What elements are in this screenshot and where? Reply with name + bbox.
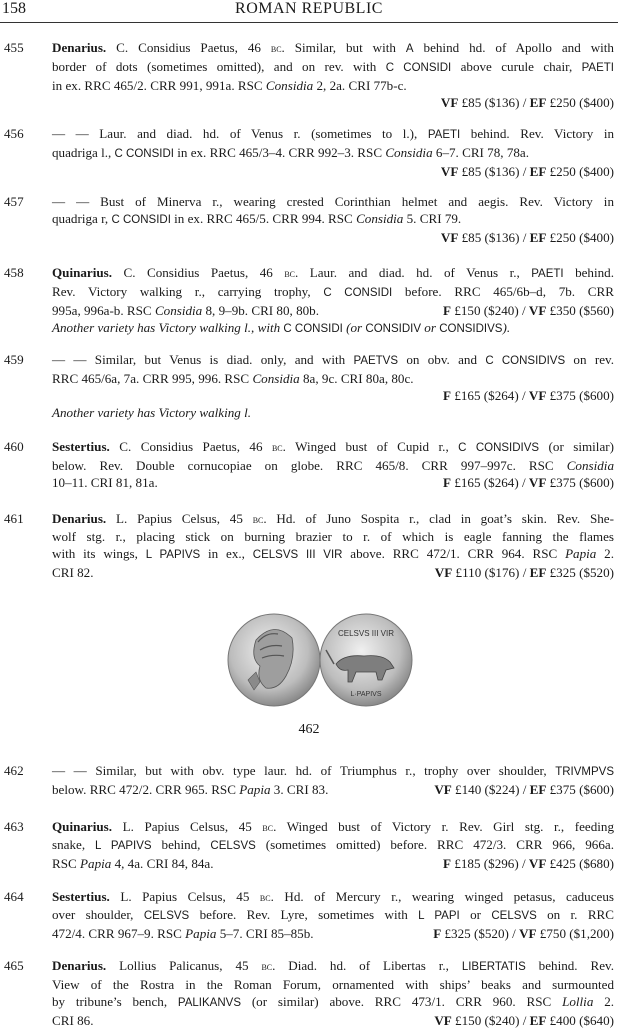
coin-illustration <box>226 610 414 710</box>
entry-text <box>52 193 614 246</box>
entry-text <box>52 438 614 491</box>
entry-text <box>52 125 614 180</box>
variety-note: Another variety has Victory walking l. <box>52 405 252 420</box>
entry-line: border of dots (sometimes omitted), and on rev. with C CONSIDI above curule chair, PAETI <box>52 59 614 74</box>
entry-line: with its wings, L PAPIVS in ex., CELSVS III VIR above. RRC 472/1. CRR 964. RSC Papia 2. <box>52 546 615 561</box>
entry-number: 458 <box>4 265 24 280</box>
running-header <box>0 0 618 22</box>
price-line: VF £85 ($136) / EF £250 ($400) <box>440 95 614 110</box>
entry-text <box>52 39 614 111</box>
entry-line: Denarius. C. Considius Paetus, 46 bc. Similar, but with A behind hd. of Apollo and with <box>52 40 614 55</box>
entry-line: 995a, 996a-b. RSC Considia 8, 9–9b. CRI 80, 80b. F £150 ($240) / VF £350 ($560) <box>52 303 614 318</box>
entry-line: snake, L PAPIVS behind, CELSVS (sometimes omitted) before. RRC 472/3. CRR 966, 966a. <box>52 837 614 852</box>
entry-line: — — Similar, but with obv. type laur. hd. of Triumphus r., trophy over shoulder, TRIVMPVS <box>52 763 614 778</box>
entry-number: 461 <box>4 511 24 526</box>
entry-number: 465 <box>4 958 24 973</box>
entry-line: below. RRC 472/2. CRR 965. RSC Papia 3. CRI 83. VF £140 ($224) / EF £375 ($600) <box>52 782 614 797</box>
entry-text <box>52 762 614 798</box>
price-line: VF £85 ($136) / EF £250 ($400) <box>440 164 614 179</box>
entry-number: 460 <box>4 439 24 454</box>
running-title: ROMAN REPUBLIC <box>235 0 383 17</box>
entry-text <box>52 818 614 872</box>
entry-number: 463 <box>4 819 24 834</box>
figure-caption: 462 <box>298 722 320 737</box>
entry-line: — — Bust of Minerva r., wearing crested Corinthian helmet and aegis. Rev. Victory in <box>52 194 614 209</box>
entry-line: quadriga r, C CONSIDI in ex. RRC 465/5. CRR 994. RSC Considia 5. CRI 79. <box>52 211 462 226</box>
entry-line: in ex. RRC 465/2. CRR 991, 991a. RSC Considia 2, 2a. CRI 77b-c. <box>52 78 407 93</box>
entry-line: quadriga l., C CONSIDI in ex. RRC 465/3–4. CRR 992–3. RSC Considia 6–7. CRI 78, 78a. <box>52 145 530 160</box>
entry-text <box>52 264 614 338</box>
entry-line: Sestertius. L. Papius Celsus, 45 bc. Hd. of Mercury r., wearing winged petasus, caduceus <box>52 889 614 904</box>
entry-line: Rev. Victory walking r., carrying trophy, C CONSIDI before. RRC 465/6b–d, 7b. CRR <box>52 284 614 299</box>
entry-line: View of the Rostra in the Roman Forum, ornamented with ships’ beaks and surmounted <box>52 977 614 992</box>
entry-number: 455 <box>4 40 24 55</box>
entry-text <box>52 351 614 421</box>
entry-line: 10–11. CRI 81, 81a. F £165 ($264) / VF £375 ($600) <box>52 475 614 490</box>
entry-number: 459 <box>4 352 24 367</box>
entry-line: — — Similar, but Venus is diad. only, and with PAETVS on obv. and C CONSIDIVS on rev. <box>52 352 614 367</box>
entry-line: Quinarius. C. Considius Paetus, 46 bc. Laur. and diad. hd. of Venus r., PAETI behind. <box>52 265 614 280</box>
page-number: 158 <box>2 0 26 17</box>
entry-number: 457 <box>4 194 24 209</box>
price-line: F £165 ($264) / VF £375 ($600) <box>443 388 614 403</box>
entry-line: CRI 82. VF £110 ($176) / EF £325 ($520) <box>52 565 614 580</box>
entry-line: Another variety has Victory walking l., with C CONSIDI (or CONSIDIV or CONSIDIVS). <box>52 320 511 335</box>
header-rule <box>0 22 618 23</box>
entry-line: wolf stg. r., placing stick on burning brazier to r. of which is eagle fanning the flames <box>52 529 614 544</box>
entry-line: Denarius. L. Papius Celsus, 45 bc. Hd. of Juno Sospita r., clad in goat’s skin. Rev. She- <box>52 511 614 526</box>
entry-line: 472/4. CRR 967–9. RSC Papia 5–7. CRI 85–85b. F £325 ($520) / VF £750 ($1,200) <box>52 926 614 941</box>
entry-text <box>52 510 614 581</box>
entry-line: RRC 465/6a, 7a. CRR 995, 996. RSC Considia 8a, 9c. CRI 80a, 80c. <box>52 371 414 386</box>
reverse-legend-top: CELSVS III VIR <box>337 629 395 638</box>
entry-line: Quinarius. L. Papius Celsus, 45 bc. Winged bust of Victory r. Rev. Girl stg. r., feeding <box>52 819 614 834</box>
entry-line: below. Rev. Double cornucopiae on globe. RRC 465/8. CRR 997–997c. RSC Considia <box>52 458 614 473</box>
entry-text <box>52 888 614 942</box>
entry-text <box>52 957 614 1029</box>
entry-line: Sestertius. C. Considius Paetus, 46 bc. Winged bust of Cupid r., C CONSIDIVS (or similar) <box>52 439 614 454</box>
entry-line: — — Laur. and diad. hd. of Venus r. (sometimes to l.), PAETI behind. Rev. Victory in <box>52 126 614 141</box>
price-line: VF £85 ($136) / EF £250 ($400) <box>440 230 614 245</box>
entry-number: 456 <box>4 126 24 141</box>
coin-photo <box>226 610 414 710</box>
entry-line: over shoulder, CELSVS before. Rev. Lyre, sometimes with L PAPI or CELSVS on r. RRC <box>52 907 615 922</box>
entry-line: Denarius. Lollius Palicanus, 45 bc. Diad. hd. of Libertas r., LIBERTATIS behind. Rev. <box>52 958 614 973</box>
entry-number: 464 <box>4 889 24 904</box>
entry-line: CRI 86. VF £150 ($240) / EF £400 ($640) <box>52 1013 614 1028</box>
entry-line: RSC Papia 4, 4a. CRI 84, 84a. F £185 ($296) / VF £425 ($680) <box>52 856 614 871</box>
coin-obverse <box>228 614 320 706</box>
coin-reverse <box>320 614 412 706</box>
reverse-legend-bottom: L·PAPIVS <box>350 691 382 698</box>
entry-number: 462 <box>4 763 24 778</box>
entry-line: by tribune’s bench, PALIKANVS (or similar) above. RRC 473/1. CRR 960. RSC Lollia 2. <box>52 994 615 1009</box>
